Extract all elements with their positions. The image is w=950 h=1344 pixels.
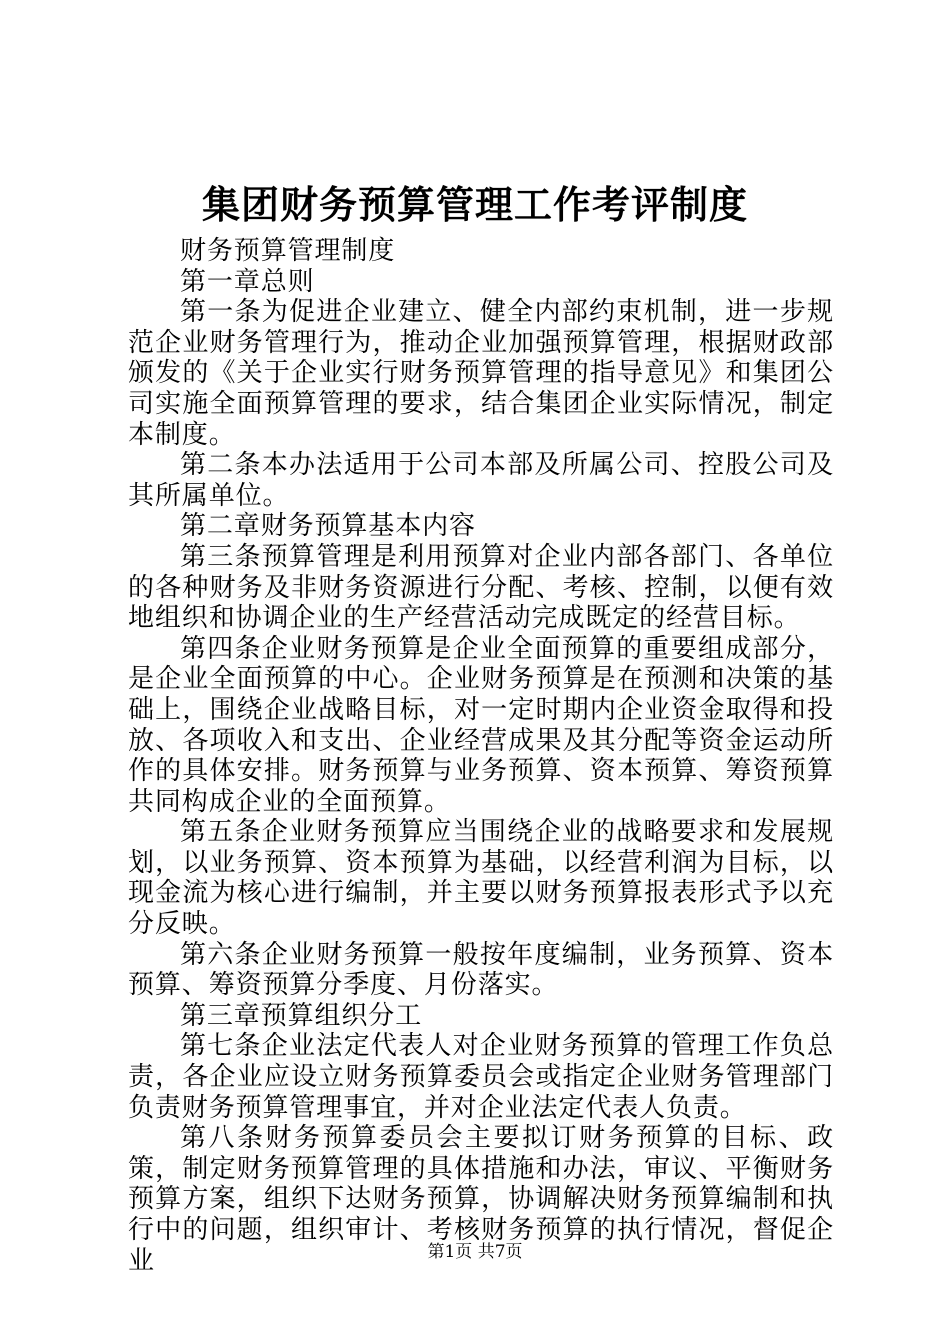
document-body [128, 236, 834, 1276]
paragraph: 财务预算管理制度 [180, 236, 396, 266]
paragraph: 第五条企业财务预算应当围绕企业的战略要求和发展规划，以业务预算、资本预算为基础，以经营利润为目标，以现金流为核心进行编制，并主要以财务预算报表形式予以充分反映。 [128, 817, 834, 940]
paragraph: 第二章财务预算基本内容 [180, 511, 476, 542]
paragraph: 第八条财务预算委员会主要拟订财务预算的目标、政策，制定财务预算管理的具体措施和办法，审议、平衡财务预算方案，组织下达财务预算，协调解决财务预算编制和执行中的问题，组织审计、考核财务预算的执行情况，督促企业 [128, 1123, 834, 1276]
paragraph: 第三条预算管理是利用预算对企业内部各部门、各单位的各种财务及非财务资源进行分配、考核、控制，以便有效地组织和协调企业的生产经营活动完成既定的经营目标。 [128, 541, 834, 634]
paragraph: 第四条企业财务预算是企业全面预算的重要组成部分，是企业全面预算的中心。企业财务预算是在预测和决策的基础上，围绕企业战略目标，对一定时期内企业资金取得和投放、各项收入和支出、企业经营成果及其分配等资金运动所作的具体安排。财务预算与业务预算、资本预算、筹资预算共同构成企业的全面预算。 [128, 633, 834, 817]
paragraph: 第七条企业法定代表人对企业财务预算的管理工作负总责，各企业应设立财务预算委员会或指定企业财务管理部门负责财务预算管理事宜，并对企业法定代表人负责。 [128, 1031, 834, 1123]
paragraph: 第六条企业财务预算一般按年度编制，业务预算、资本预算、筹资预算分季度、月份落实。 [128, 939, 834, 1001]
page-footer: 第1页 共7页 [427, 1242, 523, 1262]
paragraph: 第一条为促进企业建立、健全内部约束机制，进一步规范企业财务管理行为，推动企业加强预算管理，根据财政部颁发的《关于企业实行财务预算管理的指导意见》和集团公司实施全面预算管理的要求，结合集团企业实际情况，制定本制度。 [128, 297, 834, 450]
paragraph: 第二条本办法适用于公司本部及所属公司、控股公司及其所属单位。 [128, 450, 834, 511]
document-title: 集团财务预算管理工作考评制度 [201, 182, 748, 227]
paragraph: 第三章预算组织分工 [180, 1000, 423, 1031]
paragraph: 第一章总则 [180, 266, 315, 297]
